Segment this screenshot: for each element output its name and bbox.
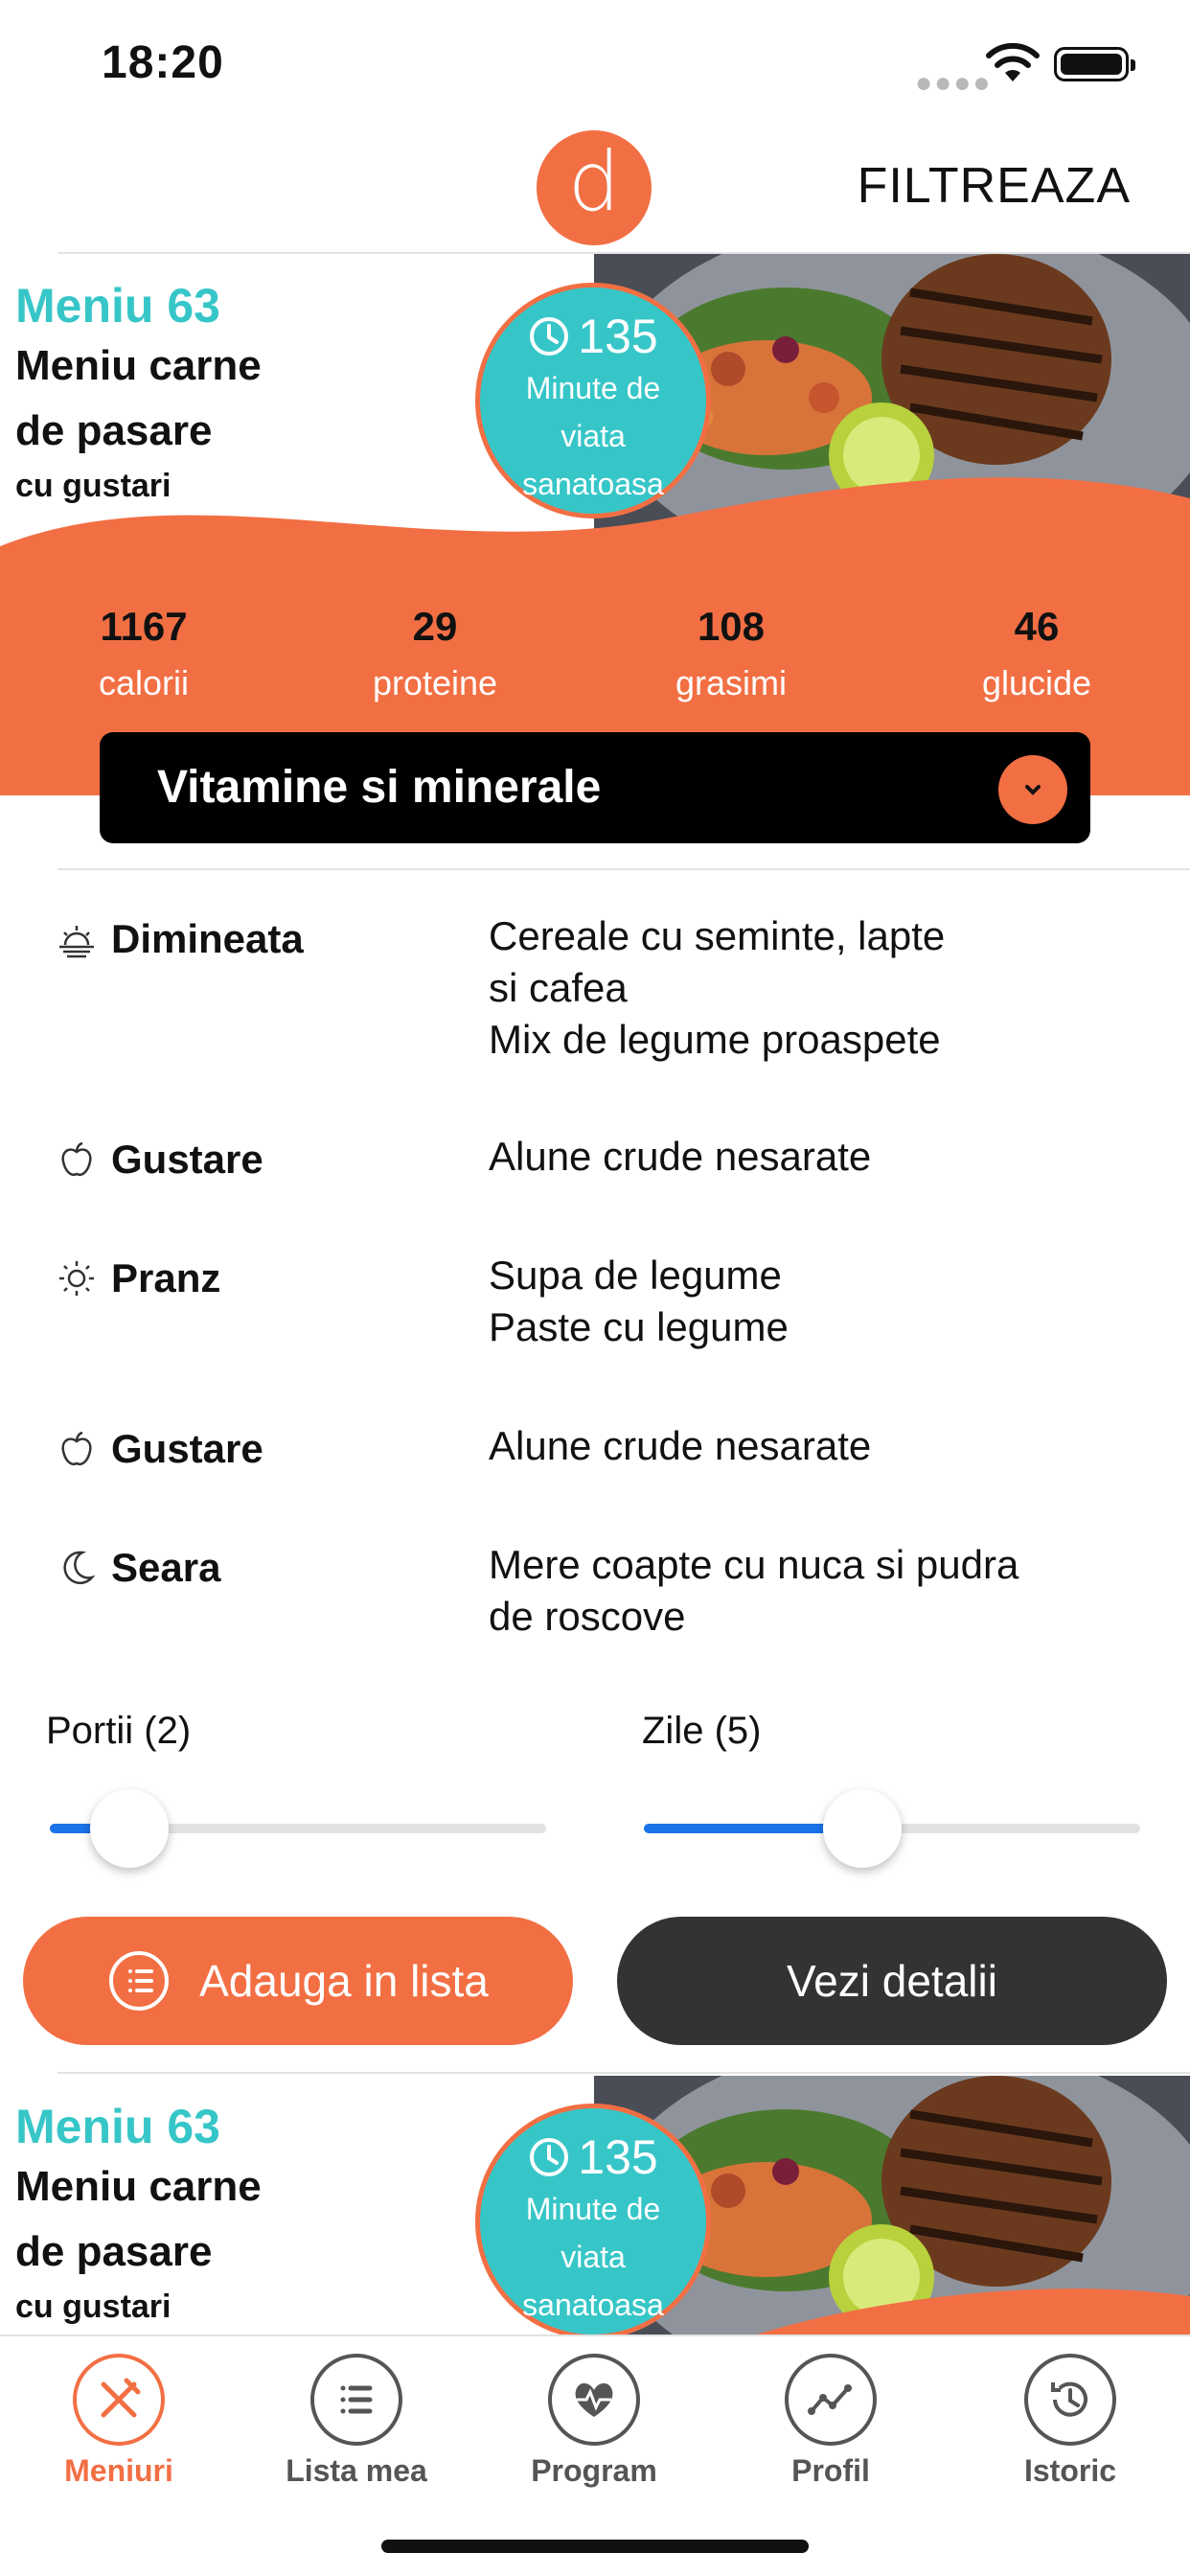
tab-meniuri[interactable]: Meniuri xyxy=(42,2354,195,2489)
healthy-minutes-badge-2: 135 Minute de viata sanatoasa xyxy=(475,2104,711,2339)
vitamins-label: Vitamine si minerale xyxy=(157,762,602,813)
battery-icon xyxy=(1054,47,1129,81)
clock-icon xyxy=(528,2136,570,2178)
days-label: Zile (5) xyxy=(642,1710,762,1752)
menu-subtitle-2: cu gustari xyxy=(15,2288,172,2325)
meal-morning-text: Cereale cu seminte, lapte si cafea Mix de legume proaspete xyxy=(489,913,946,1062)
sunrise-icon xyxy=(56,918,98,960)
chevron-down-icon[interactable] xyxy=(998,755,1067,824)
clock-icon xyxy=(528,315,570,357)
card-divider xyxy=(57,2072,1190,2074)
meal-snack-2: Gustare xyxy=(56,1426,263,1472)
apple-icon xyxy=(56,1428,98,1470)
sun-icon xyxy=(56,1257,98,1300)
days-slider-handle[interactable] xyxy=(823,1789,902,1868)
meal-evening: Seara xyxy=(56,1545,220,1591)
add-to-list-button[interactable]: Adauga in lista xyxy=(23,1917,573,2045)
list-icon xyxy=(310,2354,402,2446)
tab-lista-mea[interactable]: Lista mea xyxy=(280,2354,433,2489)
filter-button[interactable]: FILTREAZA xyxy=(857,158,1131,214)
menu-number: Meniu 63 xyxy=(15,279,220,333)
meal-snack-1-text: Alune crude nesarate xyxy=(489,1134,872,1179)
view-details-button[interactable]: Vezi detalii xyxy=(617,1917,1167,2045)
stat-calories: 1167 calorii xyxy=(98,604,190,702)
tab-profil[interactable]: Profil xyxy=(754,2354,907,2489)
home-indicator xyxy=(381,2540,809,2553)
meal-snack-1: Gustare xyxy=(56,1137,263,1183)
status-time: 18:20 xyxy=(102,37,224,88)
moon-icon xyxy=(56,1547,98,1589)
portions-slider-handle[interactable] xyxy=(90,1789,169,1868)
app-logo[interactable]: d xyxy=(537,130,652,245)
fork-knife-icon xyxy=(73,2354,165,2446)
section-divider xyxy=(57,868,1190,870)
wifi-icon xyxy=(985,43,1041,83)
stat-carbs: 46 glucide xyxy=(981,604,1092,702)
meal-lunch-text: Supa de legume Paste cu legume xyxy=(489,1253,789,1349)
portions-label: Portii (2) xyxy=(46,1710,192,1752)
cellular-signal-icon: ●●●● xyxy=(915,67,993,99)
stat-fats: 108 grasimi xyxy=(675,604,787,702)
vitamins-dropdown[interactable] xyxy=(100,732,1090,843)
tab-program[interactable]: Program xyxy=(517,2354,671,2489)
list-icon xyxy=(107,1949,171,2012)
apple-icon xyxy=(56,1138,98,1181)
menu-subtitle: cu gustari xyxy=(15,468,172,504)
menu-title-2: Meniu carne de pasare xyxy=(15,2163,262,2275)
history-icon xyxy=(1024,2354,1116,2446)
meal-morning: Dimineata xyxy=(56,916,304,962)
menu-number-2: Meniu 63 xyxy=(15,2100,220,2153)
chart-line-icon xyxy=(785,2354,877,2446)
meal-snack-2-text: Alune crude nesarate xyxy=(489,1423,872,1468)
meal-lunch: Pranz xyxy=(56,1255,220,1301)
heartbeat-icon xyxy=(548,2354,640,2446)
tab-istoric[interactable]: Istoric xyxy=(994,2354,1147,2489)
stat-proteins: 29 proteine xyxy=(372,604,498,702)
meal-evening-text: Mere coapte cu nuca si pudra de roscove xyxy=(489,1542,1019,1639)
healthy-minutes-badge: 135 Minute de viata sanatoasa xyxy=(475,283,711,518)
menu-title: Meniu carne de pasare xyxy=(15,342,262,454)
